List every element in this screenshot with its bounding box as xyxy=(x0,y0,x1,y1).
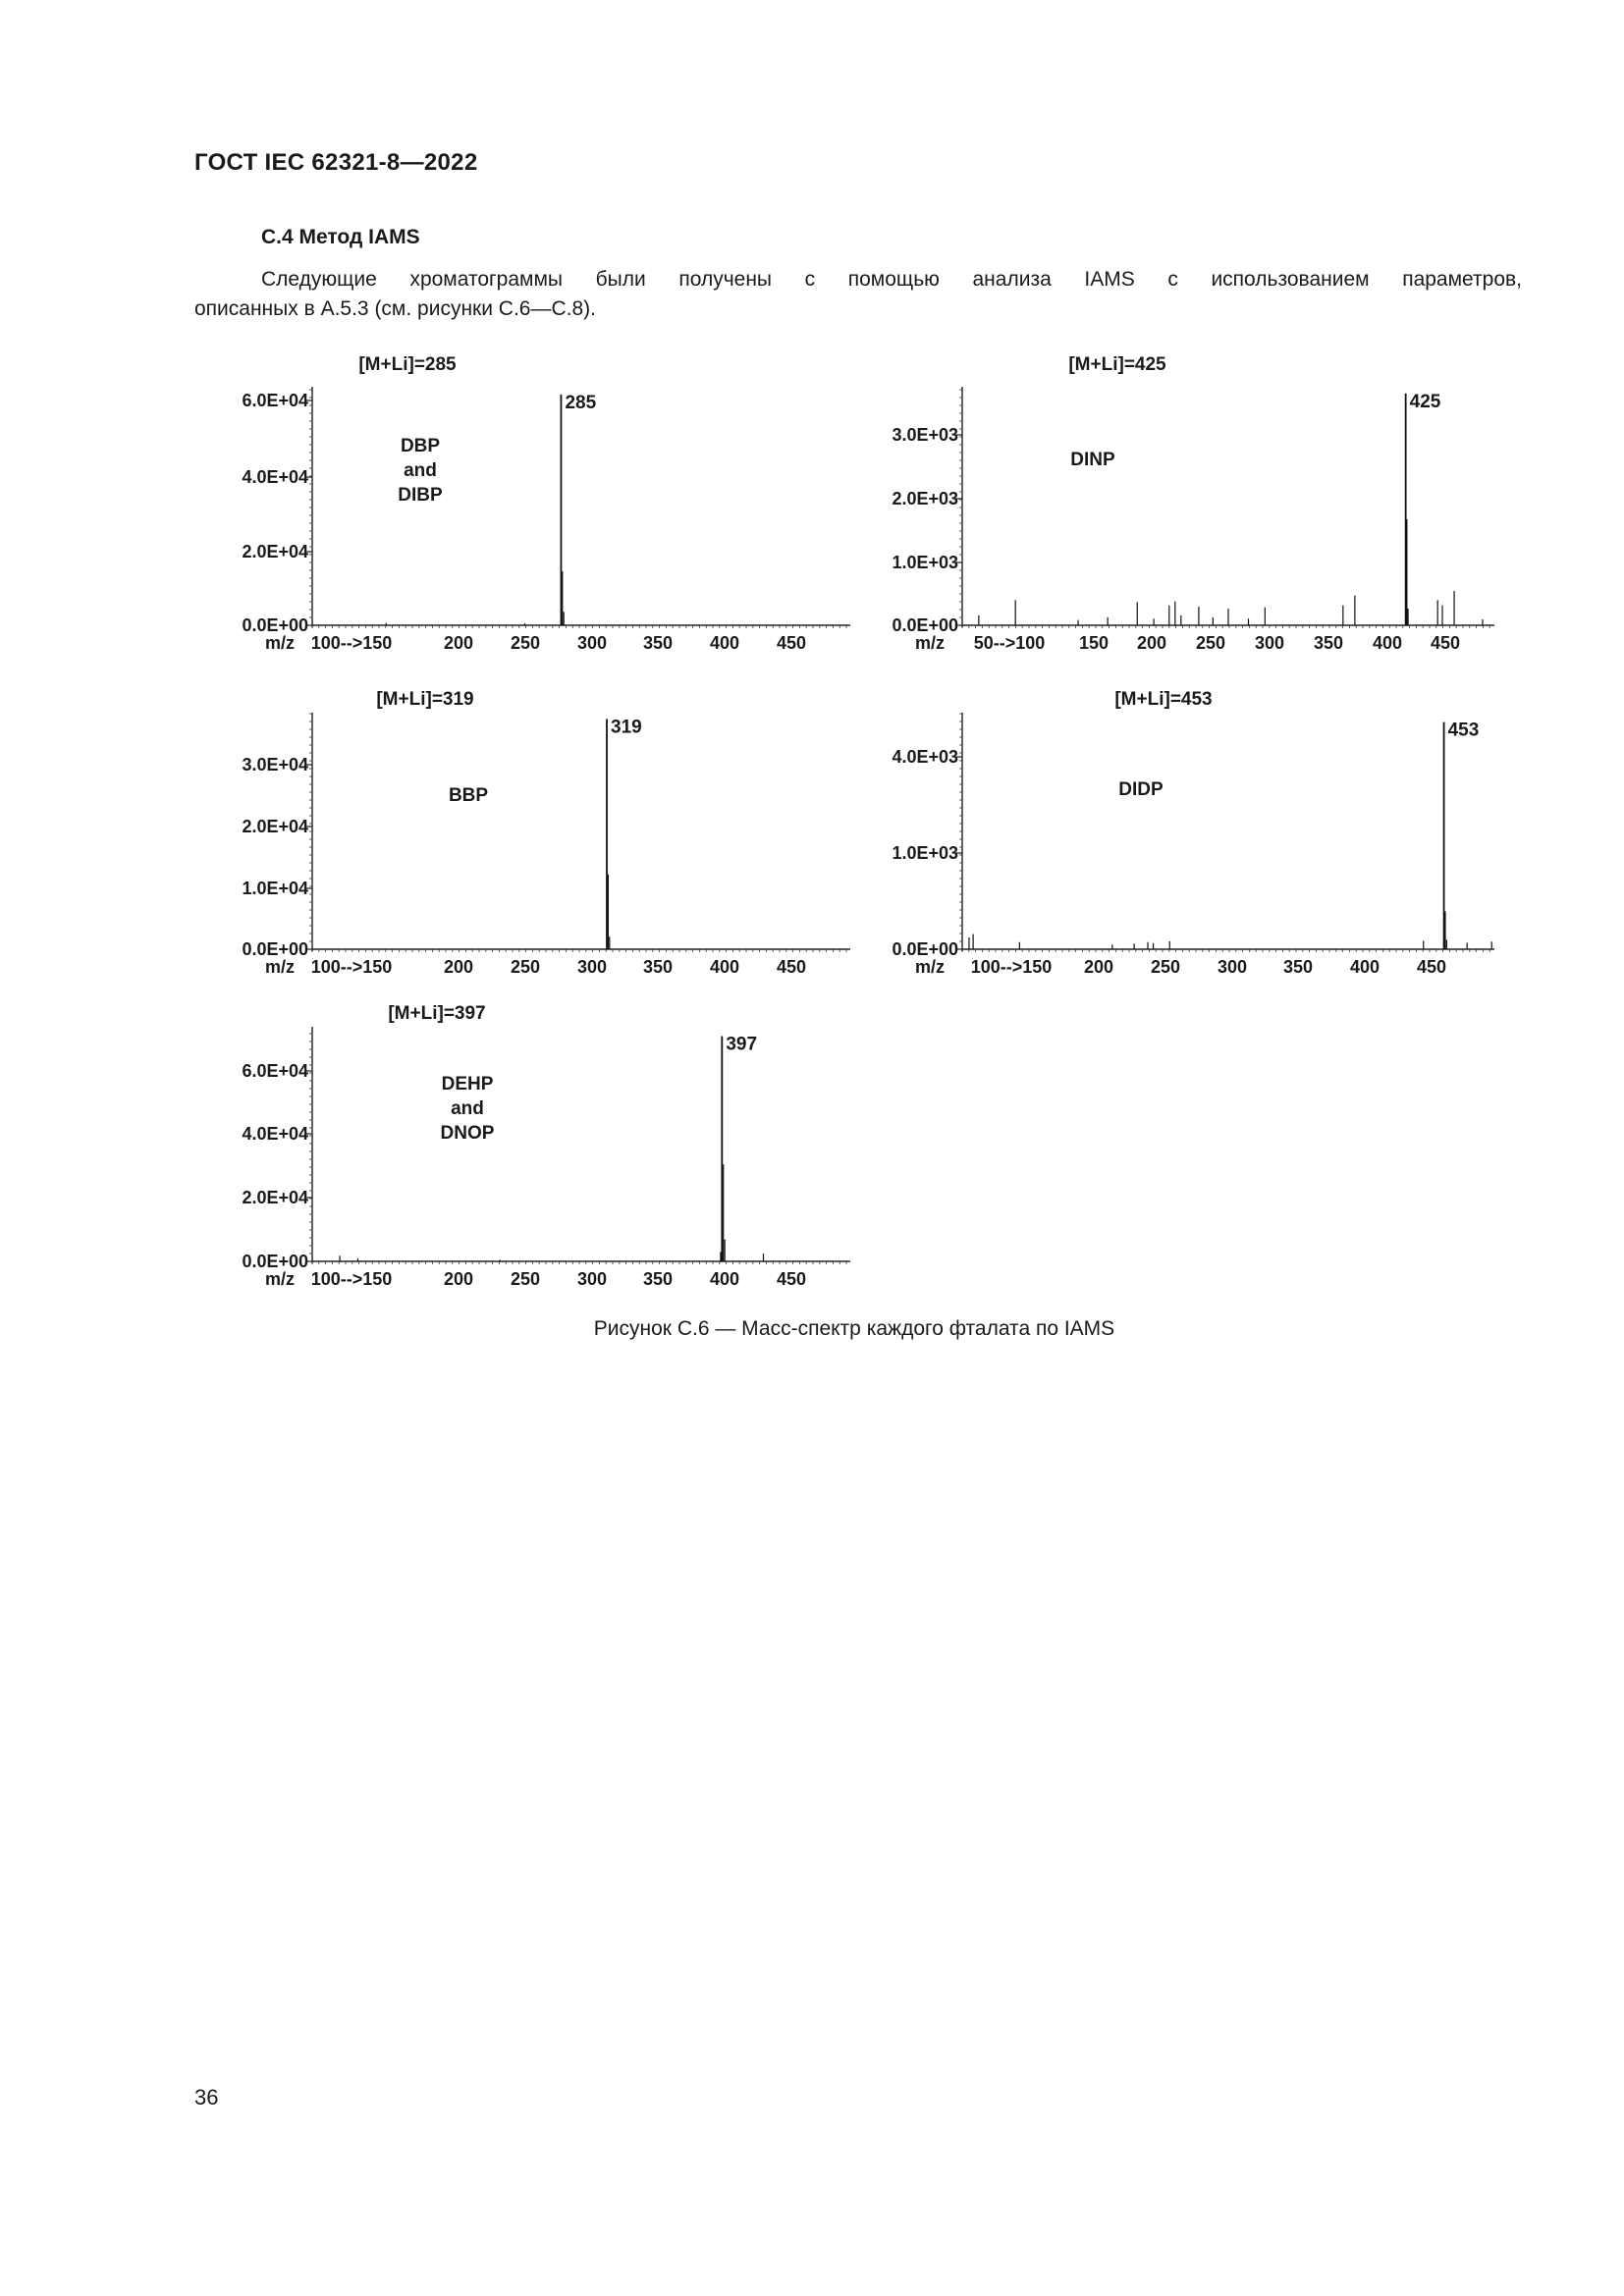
x-tick-label: 200 xyxy=(1083,957,1114,977)
peak-label: 397 xyxy=(726,1034,758,1055)
peak-label: 319 xyxy=(611,717,642,738)
y-tick-label: 1.0E+03 xyxy=(892,553,958,572)
x-tick-label: 400 xyxy=(1372,633,1403,653)
x-tick-label: 200 xyxy=(443,633,474,653)
x-tick-label: 100-->150 xyxy=(970,957,1053,977)
x-tick-label: 200 xyxy=(443,957,474,977)
compound-label: and xyxy=(404,460,437,481)
x-axis-label: m/z xyxy=(914,633,945,653)
x-tick-label: 450 xyxy=(1416,957,1447,977)
chart-title: [M+Li]=319 xyxy=(376,689,474,710)
x-tick-label: 350 xyxy=(642,633,674,653)
x-tick-label: 350 xyxy=(1282,957,1314,977)
y-tick-label: 0.0E+00 xyxy=(892,615,958,635)
x-tick-label: 300 xyxy=(1254,633,1285,653)
y-tick-label: 3.0E+03 xyxy=(892,425,958,445)
y-tick-label: 4.0E+03 xyxy=(892,747,958,767)
chart-title: [M+Li]=453 xyxy=(1114,689,1213,710)
x-axis-label: m/z xyxy=(264,633,295,653)
y-tick-label: 1.0E+03 xyxy=(892,843,958,863)
y-tick-label: 2.0E+04 xyxy=(242,1188,308,1207)
spectrum-panel-1 xyxy=(242,354,850,653)
compound-label: and xyxy=(451,1098,484,1119)
peak-label: 453 xyxy=(1447,720,1480,741)
x-tick-label: 350 xyxy=(642,957,674,977)
intro-paragraph-line-2: описанных в А.5.3 (см. рисунки С.6—С.8). xyxy=(194,297,596,320)
x-tick-label: 250 xyxy=(1150,957,1181,977)
x-tick-label: 200 xyxy=(1136,633,1167,653)
compound-label: DINP xyxy=(1070,450,1115,470)
x-tick-label: 300 xyxy=(1217,957,1248,977)
compound-label: DBP xyxy=(400,436,441,456)
x-tick-label: 200 xyxy=(443,1269,474,1289)
y-tick-label: 0.0E+00 xyxy=(892,939,958,959)
x-tick-label: 350 xyxy=(642,1269,674,1289)
x-tick-label: 250 xyxy=(510,633,541,653)
compound-label: DIDP xyxy=(1118,779,1164,800)
x-axis-label: m/z xyxy=(264,957,295,977)
x-tick-label: 300 xyxy=(576,1269,608,1289)
x-tick-label: 100-->150 xyxy=(310,633,393,653)
y-tick-label: 0.0E+00 xyxy=(242,615,308,635)
y-tick-label: 6.0E+04 xyxy=(242,1061,308,1081)
x-tick-label: 450 xyxy=(776,957,807,977)
y-tick-label: 2.0E+04 xyxy=(242,817,308,836)
x-tick-label: 300 xyxy=(576,633,608,653)
y-tick-label: 6.0E+04 xyxy=(242,391,308,410)
y-tick-label: 1.0E+04 xyxy=(242,879,308,898)
document-header: ГОСТ IEC 62321-8—2022 xyxy=(194,149,478,176)
y-tick-label: 0.0E+00 xyxy=(242,939,308,959)
compound-label: DEHP xyxy=(441,1074,494,1095)
y-tick-label: 2.0E+04 xyxy=(242,542,308,561)
figure-caption: Рисунок С.6 — Масс-спектр каждого фталата по IAMS xyxy=(593,1317,1115,1340)
spectrum-panel-2 xyxy=(892,354,1494,653)
peak-label: 285 xyxy=(565,392,597,413)
y-tick-label: 4.0E+04 xyxy=(242,1124,308,1144)
x-tick-label: 50-->100 xyxy=(973,633,1046,653)
x-tick-label: 150 xyxy=(1078,633,1110,653)
x-tick-label: 400 xyxy=(709,957,740,977)
x-tick-label: 100-->150 xyxy=(310,1269,393,1289)
x-axis-label: m/z xyxy=(914,957,945,977)
spectrum-panel-4 xyxy=(892,689,1494,977)
chart-title: [M+Li]=285 xyxy=(358,354,457,375)
chart-title: [M+Li]=425 xyxy=(1068,354,1166,375)
x-tick-label: 450 xyxy=(776,1269,807,1289)
spectrum-panel-3 xyxy=(242,689,850,977)
x-tick-label: 400 xyxy=(709,1269,740,1289)
x-tick-label: 450 xyxy=(1430,633,1461,653)
compound-label: DIBP xyxy=(398,485,443,506)
x-tick-label: 400 xyxy=(1349,957,1380,977)
y-tick-label: 2.0E+03 xyxy=(892,489,958,508)
y-tick-label: 3.0E+04 xyxy=(242,755,308,774)
x-tick-label: 250 xyxy=(1195,633,1226,653)
x-tick-label: 300 xyxy=(576,957,608,977)
y-tick-label: 4.0E+04 xyxy=(242,467,308,487)
y-tick-label: 0.0E+00 xyxy=(242,1252,308,1271)
x-tick-label: 400 xyxy=(709,633,740,653)
x-tick-label: 450 xyxy=(776,633,807,653)
x-axis-label: m/z xyxy=(264,1269,295,1289)
x-tick-label: 250 xyxy=(510,957,541,977)
section-title: С.4 Метод IAMS xyxy=(261,226,420,248)
intro-paragraph-line-1: Следующие хроматограммы были получены с помощью анализа IAMS с использованием параметров, xyxy=(261,268,1522,291)
x-tick-label: 350 xyxy=(1313,633,1344,653)
spectrum-panel-5 xyxy=(242,1003,850,1289)
x-tick-label: 250 xyxy=(510,1269,541,1289)
page-number: 36 xyxy=(194,2085,219,2109)
chart-title: [M+Li]=397 xyxy=(388,1003,486,1024)
compound-label: BBP xyxy=(448,785,489,806)
peak-label: 425 xyxy=(1409,391,1441,412)
compound-label: DNOP xyxy=(440,1123,495,1144)
x-tick-label: 100-->150 xyxy=(310,957,393,977)
